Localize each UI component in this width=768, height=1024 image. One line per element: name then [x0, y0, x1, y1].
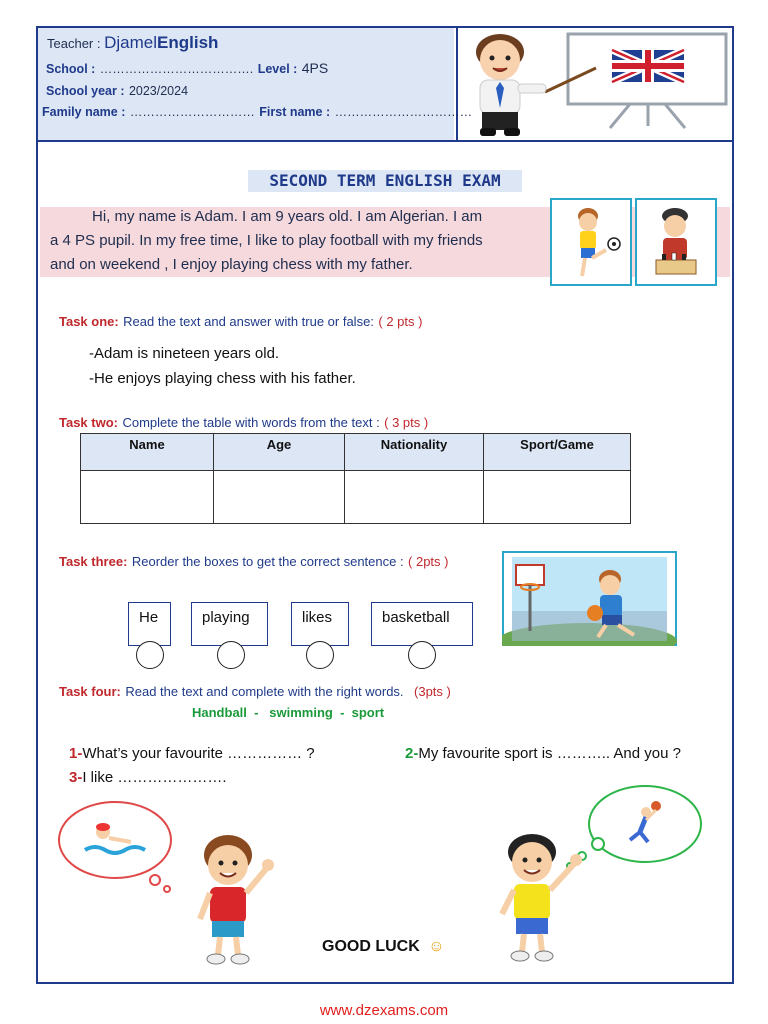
task-four-label: Task four: — [59, 684, 121, 699]
task-three-points: ( 2pts ) — [408, 554, 449, 569]
boy-red-shirt-picture — [188, 833, 280, 966]
task-four-points: (3pts ) — [414, 684, 451, 699]
passage-line-1: Hi, my name is Adam. I am 9 years old. I am Algerian. I am — [92, 208, 483, 225]
cell-age[interactable] — [214, 471, 345, 524]
teacher-line — [47, 33, 218, 53]
task-two-heading — [59, 414, 428, 432]
name-line — [42, 103, 472, 121]
col-nationality: Nationality — [345, 434, 484, 471]
word-box-he[interactable]: He — [128, 602, 171, 646]
col-age: Age — [214, 434, 345, 471]
teacher-name-part2: English — [157, 33, 219, 52]
cell-nationality[interactable] — [345, 471, 484, 524]
year-line — [46, 82, 188, 100]
order-circle-3[interactable] — [306, 641, 334, 669]
question-1-number: 1- — [69, 745, 83, 762]
order-circle-2[interactable] — [217, 641, 245, 669]
teacher-label: Teacher : — [47, 36, 101, 51]
question-3-number: 3- — [69, 769, 83, 786]
task-one-instruction: Read the text and answer with true or false: — [123, 314, 374, 329]
word-box-playing[interactable]: playing — [191, 602, 268, 646]
question-3 — [69, 769, 227, 786]
passage-line-2: a 4 PS pupil. In my free time, I like to play football with my friends — [50, 232, 483, 249]
task-three-label: Task three: — [59, 554, 128, 569]
level-label: Level : — [257, 62, 298, 76]
question-2-text[interactable]: My favourite sport is ……….. And you ? — [418, 745, 681, 762]
col-sport-game: Sport/Game — [484, 434, 631, 471]
task-two-points: ( 3 pts ) — [384, 415, 429, 430]
statement-1: -Adam is nineteen years old. — [89, 345, 280, 362]
school-field[interactable]: ………………………………. — [99, 62, 254, 76]
level-value: 4PS — [301, 60, 329, 76]
task-three-instruction: Reorder the boxes to get the correct sentence : — [131, 554, 404, 569]
good-luck-text: GOOD LUCK — [322, 938, 420, 955]
task-two-label: Task two: — [59, 415, 118, 430]
word-bank: Handball - swimming - sport — [192, 705, 385, 720]
passage-line-3: and on weekend , I enjoy playing chess with my father. — [50, 256, 413, 273]
task-two-instruction: Complete the table with words from the text : — [122, 415, 380, 430]
school-label: School : — [46, 62, 96, 76]
cell-name[interactable] — [81, 471, 214, 524]
cell-sport-game[interactable] — [484, 471, 631, 524]
word-box-likes[interactable]: likes — [291, 602, 349, 646]
year-value: 2023/2024 — [128, 84, 189, 98]
question-3-text[interactable]: I like …………………. — [82, 769, 227, 786]
first-name-field[interactable]: …………………………… — [334, 105, 473, 119]
teacher-name-part1: Djamel — [104, 33, 158, 52]
task-one-label: Task one: — [59, 314, 119, 329]
col-name: Name — [81, 434, 214, 471]
swimming-thought-cloud — [55, 798, 180, 893]
task-one-points: ( 2 pts ) — [378, 314, 423, 329]
question-2-number: 2- — [405, 745, 419, 762]
family-name-label: Family name : — [42, 105, 126, 119]
good-luck — [322, 938, 445, 956]
word-box-basketball[interactable]: basketball — [371, 602, 473, 646]
task-four-heading — [59, 683, 451, 701]
boy-yellow-shirt-picture — [494, 830, 592, 964]
task-three-heading — [59, 553, 449, 571]
task-one-heading — [59, 313, 422, 331]
school-line — [46, 60, 328, 78]
teacher-figure — [476, 34, 546, 136]
first-name-label: First name : — [259, 105, 331, 119]
order-circle-1[interactable] — [136, 641, 164, 669]
question-2 — [405, 745, 681, 762]
teacher-illustration — [460, 28, 732, 140]
statement-2: -He enjoys playing chess with his father. — [89, 370, 356, 387]
order-circle-4[interactable] — [408, 641, 436, 669]
question-1-text[interactable]: What’s your favourite …………… ? — [82, 745, 315, 762]
exam-title: SECOND TERM ENGLISH EXAM — [248, 170, 522, 192]
passage-pictures — [550, 198, 718, 286]
task-four-instruction: Read the text and complete with the right words. — [125, 684, 404, 699]
question-1 — [69, 745, 315, 762]
footer-website-link[interactable]: www.dzexams.com — [319, 1002, 449, 1019]
table-header-row — [81, 434, 631, 471]
uk-flag-icon — [612, 50, 684, 82]
info-table — [80, 433, 631, 524]
table-row — [81, 471, 631, 524]
family-name-field[interactable]: ………………………… — [129, 105, 255, 119]
basketball-boy-picture — [502, 551, 677, 646]
year-label: School year : — [46, 84, 125, 98]
header-divider — [456, 26, 458, 142]
smiley-icon: ☺ — [428, 938, 445, 955]
